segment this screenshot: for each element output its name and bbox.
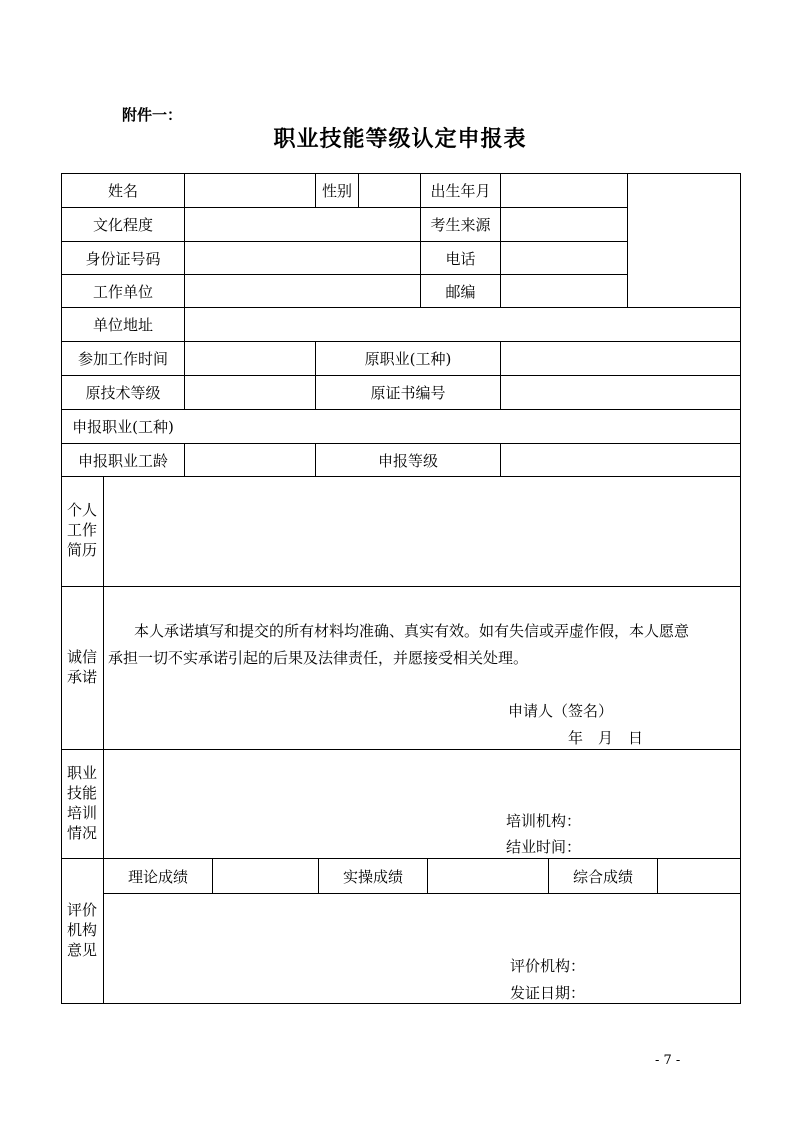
original-level-field[interactable]: [185, 376, 315, 409]
education-label: 文化程度: [92, 216, 153, 234]
signature-date: 年 月 日: [568, 729, 644, 747]
theory-score-label: 理论成绩: [127, 867, 188, 886]
practical-score-label: 实操成绩: [342, 867, 403, 886]
birth-field[interactable]: [501, 174, 627, 207]
evaluation-org-label: 评价机构：: [510, 957, 586, 975]
integrity-text-line-1: 本人承诺填写和提交的所有材料均准确、真实有效。如有失信或弄虚作假，本人愿意: [134, 622, 690, 640]
page-number: - 7 -: [655, 1053, 681, 1068]
id-number-label: 身份证号码: [85, 249, 161, 268]
id-number-field[interactable]: [185, 242, 420, 274]
postcode-field[interactable]: [501, 275, 627, 307]
phone-label: 电话: [445, 249, 476, 268]
exam-source-label: 考生来源: [430, 216, 491, 234]
apply-job-label: 申报职业(工种): [72, 418, 174, 436]
practical-score-field[interactable]: [428, 859, 548, 893]
graduation-time-label: 结业时间：: [506, 838, 582, 856]
employer-label: 工作单位: [92, 282, 153, 301]
apply-years-label: 申报职业工龄: [77, 451, 168, 470]
training-org-label: 培训机构：: [506, 812, 582, 830]
education-field[interactable]: [185, 208, 420, 241]
issue-date-label: 发证日期：: [510, 984, 586, 1002]
original-cert-field[interactable]: [501, 376, 740, 409]
photo-area[interactable]: [628, 174, 740, 307]
apply-job-field[interactable]: [185, 410, 740, 443]
apply-level-field[interactable]: [501, 444, 740, 476]
exam-source-field[interactable]: [501, 208, 627, 241]
employer-address-field[interactable]: [185, 308, 740, 341]
applicant-signature-label: 申请人（签名）: [508, 702, 614, 720]
resume-label: 个人 工作 简历: [66, 501, 97, 559]
employer-field[interactable]: [185, 275, 420, 307]
training-label: 职业 技能 培训 情况: [66, 764, 97, 842]
apply-years-field[interactable]: [185, 444, 315, 476]
original-job-field[interactable]: [501, 342, 740, 375]
name-field[interactable]: [185, 174, 315, 207]
form-title: 职业技能等级认定申报表: [273, 126, 527, 152]
original-job-label: 原职业(工种): [364, 350, 452, 368]
phone-field[interactable]: [501, 242, 627, 274]
gender-field[interactable]: [359, 174, 420, 207]
apply-level-label: 申报等级: [377, 451, 438, 470]
birth-label: 出生年月: [430, 182, 491, 200]
theory-score-field[interactable]: [213, 859, 318, 893]
evaluation-label: 评价 机构 意见: [66, 901, 97, 959]
original-level-label: 原技术等级: [85, 384, 161, 402]
original-cert-label: 原证书编号: [370, 384, 446, 402]
attachment-label: 附件一：: [122, 106, 183, 124]
employer-address-label: 单位地址: [92, 316, 153, 334]
integrity-label: 诚信 承诺: [66, 648, 97, 686]
total-score-label: 综合成绩: [572, 867, 633, 886]
integrity-text-line-2: 承担一切不实承诺引起的后果及法律责任，并愿接受相关处理。: [108, 649, 529, 667]
start-work-field[interactable]: [185, 342, 315, 375]
resume-field[interactable]: [104, 477, 740, 586]
start-work-label: 参加工作时间: [77, 350, 168, 368]
gender-label: 性别: [321, 182, 352, 200]
name-label: 姓名: [107, 182, 138, 200]
postcode-label: 邮编: [445, 282, 476, 301]
total-score-field[interactable]: [658, 859, 740, 893]
